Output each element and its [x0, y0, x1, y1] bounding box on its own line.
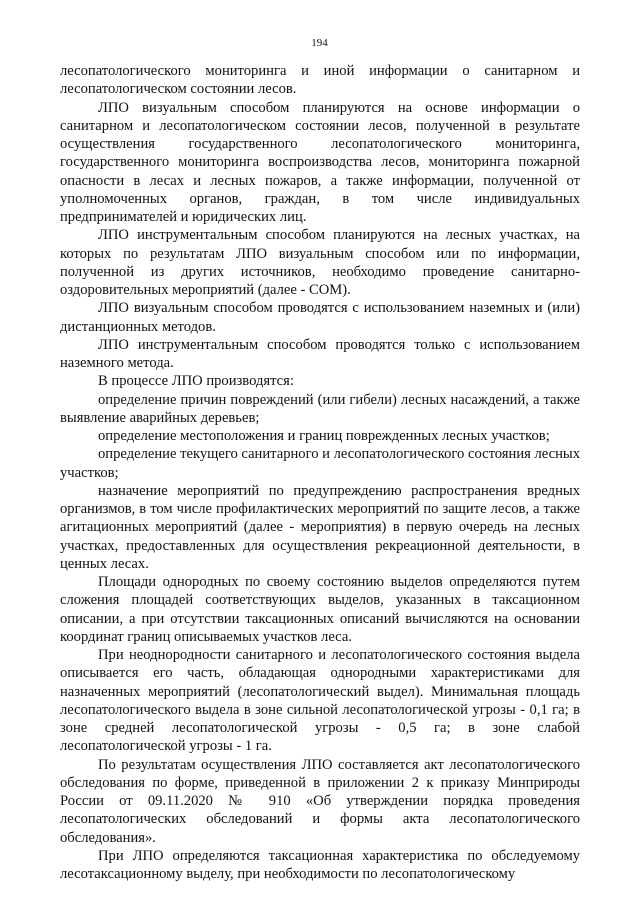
paragraph-7: определение причин повреждений (или гибели) лесных насаждений, а также выявление аварийных деревьев; [60, 391, 580, 426]
body-text [60, 62, 580, 883]
paragraph-9: определение текущего санитарного и лесопатологического состояния лесных участков; [60, 446, 580, 481]
paragraph-2: ЛПО визуальным способом планируются на основе информации о санитарном и лесопатологическом состоянии лесов, полученной в результате осуществления государственного лесопатологического мониторинга, государственного мониторинга воспроизводства лесов, мониторинга пожарной опасности в лесах и лесных пожаров, а также информации, полученной от уполномоченных органов, граждан, в том числе индивидуальных предпринимателей и юридических лиц. [60, 99, 580, 225]
paragraph-12: При неоднородности санитарного и лесопатологического состояния выдела описывается его часть, обладающая однородными характеристиками для назначенных мероприятий (лесопатологический выдел). Минимальная площадь лесопатологического выдела в зоне сильной лесопатологической угрозы - 0,1 га; в зоне средней лесопатологической угрозы - 0,5 га; в зоне слабой лесопатологической угрозы - 1 га. [60, 647, 580, 755]
paragraph-6: В процессе ЛПО производятся: [98, 373, 294, 390]
paragraph-13: По результатам осуществления ЛПО составляется акт лесопатологического обследования по форме, приведенной в приложении 2 к приказу Минприроды России от 09.11.2020 № 910 «Об утверждении порядка проведения лесопатологических обследований и формы акта лесопатологического обследования». [60, 756, 580, 846]
paragraph-8: определение местоположения и границ поврежденных лесных участков; [98, 428, 550, 444]
page-number: 194 [311, 37, 328, 49]
paragraph-4: ЛПО визуальным способом проводятся с использованием наземных и (или) дистанционных методов. [60, 300, 580, 335]
paragraph-10: назначение мероприятий по предупреждению распространения вредных организмов, в том числе профилактических мероприятий по защите лесов, а также агитационных мероприятий (далее - мероприятия) в первую очередь на лесных участках, предоставленных для осуществления рекреационной деятельности, в ценных лесах. [60, 482, 580, 572]
paragraph-5: ЛПО инструментальным способом проводятся только с использованием наземного метода. [60, 336, 580, 371]
paragraph-11: Площади однородных по своему состоянию выделов определяются путем сложения площадей соответствующих выделов, указанных в таксационном описании, а при отсутствии таксационных описаний вычисляются на основании координат границ описываемых участков леса. [60, 574, 580, 645]
paragraph-1: лесопатологического мониторинга и иной информации о санитарном и лесопатологическом состоянии лесов. [60, 63, 580, 98]
paragraph-3: ЛПО инструментальным способом планируются на лесных участках, на которых по результатам ЛПО визуальным способом или по информации, полученной из других источников, необходимо проведение санитарно-оздоровительных мероприятий (далее - СОМ). [60, 227, 580, 298]
paragraph-14: При ЛПО определяются таксационная характеристика по обследуемому лесотаксационному выделу, при необходимости по лесопатологическому [60, 847, 580, 882]
